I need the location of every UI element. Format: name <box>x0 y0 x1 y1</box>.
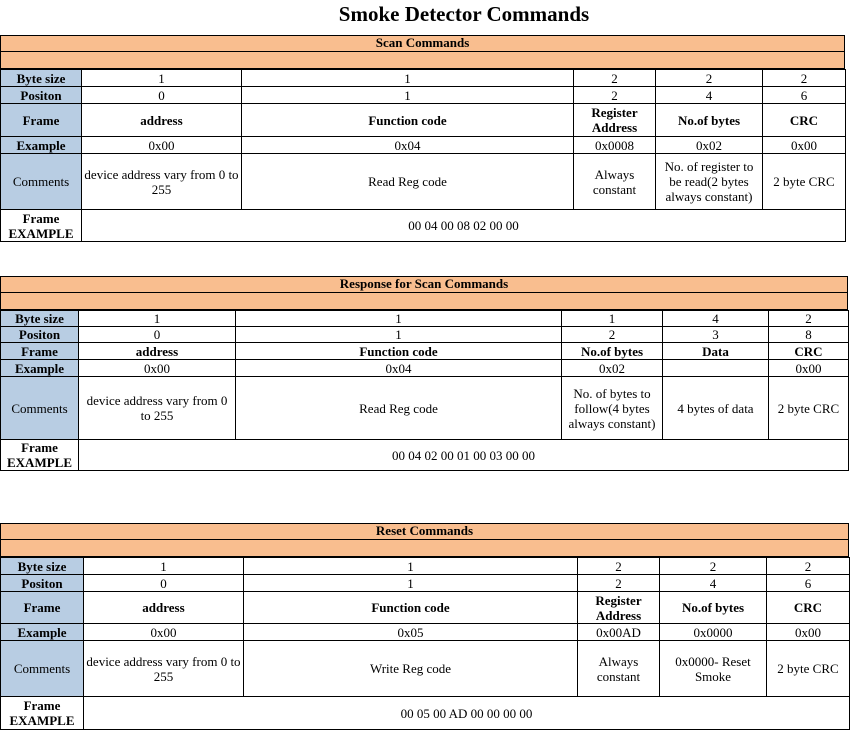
byte-size-row <box>1 70 846 87</box>
comments-cell: 2 byte CRC <box>769 377 849 440</box>
frame-cell: address <box>84 592 244 624</box>
position-cell: 1 <box>242 87 574 104</box>
frame-label: Frame <box>1 104 82 137</box>
example-cell: 0x00 <box>79 360 236 377</box>
frame-cell: Function code <box>236 343 562 360</box>
byte-size-cell: 1 <box>79 311 236 327</box>
byte-size-cell: 2 <box>660 558 767 575</box>
byte-size-cell: 2 <box>763 70 846 87</box>
byte-size-label: Byte size <box>1 70 82 87</box>
comments-row <box>1 154 846 210</box>
position-label: Positon <box>1 575 84 592</box>
frame-example-label <box>1 210 82 242</box>
comments-cell: Always constant <box>578 641 660 697</box>
byte-size-cell: 1 <box>244 558 578 575</box>
example-label: Example <box>1 360 79 377</box>
example-cell: 0x0008 <box>574 137 656 154</box>
example-cell: 0x02 <box>656 137 763 154</box>
comments-cell: Read Reg code <box>236 377 562 440</box>
position-cell: 8 <box>769 327 849 343</box>
example-row <box>1 624 850 641</box>
example-cell: 0x05 <box>244 624 578 641</box>
frame-example-label-line2: EXAMPLE <box>8 225 74 241</box>
comments-row <box>1 641 850 697</box>
comments-cell: Always constant <box>574 154 656 210</box>
scan-commands-title: Scan Commands <box>0 35 845 52</box>
position-cell: 2 <box>574 87 656 104</box>
byte-size-cell: 1 <box>242 70 574 87</box>
frame-example-label-line1: Frame <box>21 440 58 455</box>
frame-example-label-line1: Frame <box>23 698 61 713</box>
frame-label: Frame <box>1 592 84 624</box>
byte-size-label: Byte size <box>1 558 84 575</box>
frame-cell: address <box>79 343 236 360</box>
comments-row <box>1 377 849 440</box>
position-cell: 1 <box>236 327 562 343</box>
position-row <box>1 327 849 343</box>
example-cell: 0x02 <box>562 360 663 377</box>
position-cell: 2 <box>562 327 663 343</box>
reset-commands-section <box>0 523 849 730</box>
scan-commands-header-band <box>0 52 845 69</box>
position-label: Positon <box>1 327 79 343</box>
example-cell: 0x0000 <box>660 624 767 641</box>
position-cell: 0 <box>79 327 236 343</box>
reset-commands-title: Reset Commands <box>0 523 849 540</box>
frame-row <box>1 343 849 360</box>
byte-size-row <box>1 311 849 327</box>
example-cell: 0x00 <box>84 624 244 641</box>
example-cell: 0x00AD <box>578 624 660 641</box>
comments-cell: No. of bytes to follow(4 bytes always constant) <box>562 377 663 440</box>
position-cell: 2 <box>578 575 660 592</box>
frame-cell: Register Address <box>578 592 660 624</box>
comments-label: Comments <box>1 641 84 697</box>
frame-example-label <box>1 697 84 730</box>
frame-cell: Data <box>663 343 769 360</box>
frame-example-value: 00 04 02 00 01 00 03 00 00 <box>79 440 849 471</box>
position-row <box>1 575 850 592</box>
byte-size-cell: 1 <box>82 70 242 87</box>
response-commands-table <box>0 310 849 471</box>
position-cell: 6 <box>763 87 846 104</box>
frame-cell: CRC <box>769 343 849 360</box>
byte-size-cell: 4 <box>663 311 769 327</box>
example-row <box>1 360 849 377</box>
frame-cell: Register Address <box>574 104 656 137</box>
frame-example-label-line2: EXAMPLE <box>9 713 75 728</box>
byte-size-label: Byte size <box>1 311 79 327</box>
scan-commands-section <box>0 35 845 242</box>
frame-label: Frame <box>1 343 79 360</box>
frame-example-row <box>1 440 849 471</box>
frame-example-value: 00 05 00 AD 00 00 00 00 <box>84 697 850 730</box>
frame-example-label-line1: Frame <box>22 210 60 226</box>
position-cell: 0 <box>82 87 242 104</box>
example-cell: 0x00 <box>769 360 849 377</box>
byte-size-cell: 1 <box>236 311 562 327</box>
byte-size-cell: 2 <box>578 558 660 575</box>
frame-example-label-line2: EXAMPLE <box>7 455 72 470</box>
position-cell: 1 <box>244 575 578 592</box>
example-cell: 0x00 <box>767 624 850 641</box>
position-cell: 0 <box>84 575 244 592</box>
frame-cell: CRC <box>767 592 850 624</box>
example-cell: 0x04 <box>236 360 562 377</box>
comments-label: Comments <box>1 377 79 440</box>
comments-cell: 4 bytes of data <box>663 377 769 440</box>
comments-cell: 2 byte CRC <box>763 154 846 210</box>
response-commands-header-band <box>0 293 848 310</box>
frame-cell: No.of bytes <box>660 592 767 624</box>
comments-label: Comments <box>1 154 82 210</box>
example-cell: 0x00 <box>82 137 242 154</box>
comments-cell: device address vary from 0 to 255 <box>84 641 244 697</box>
frame-example-value: 00 04 00 08 02 00 00 <box>82 210 846 242</box>
frame-cell: No.of bytes <box>656 104 763 137</box>
comments-cell: Write Reg code <box>244 641 578 697</box>
comments-cell: No. of register to be read(2 bytes always constant) <box>656 154 763 210</box>
byte-size-cell: 2 <box>769 311 849 327</box>
example-row <box>1 137 846 154</box>
comments-cell: device address vary from 0 to 255 <box>79 377 236 440</box>
position-label: Positon <box>1 87 82 104</box>
byte-size-row <box>1 558 850 575</box>
scan-commands-table <box>0 69 846 242</box>
example-cell: 0x00 <box>763 137 846 154</box>
example-cell <box>663 360 769 377</box>
example-label: Example <box>1 624 84 641</box>
response-commands-title: Response for Scan Commands <box>0 276 848 293</box>
position-row <box>1 87 846 104</box>
frame-cell: Function code <box>244 592 578 624</box>
position-cell: 3 <box>663 327 769 343</box>
example-label: Example <box>1 137 82 154</box>
reset-commands-header-band <box>0 540 849 557</box>
frame-cell: No.of bytes <box>562 343 663 360</box>
comments-cell: 0x0000- Reset Smoke <box>660 641 767 697</box>
page-title: Smoke Detector Commands <box>338 2 590 26</box>
response-commands-section <box>0 276 848 471</box>
frame-example-label <box>1 440 79 471</box>
frame-row <box>1 104 846 137</box>
comments-cell: device address vary from 0 to 255 <box>82 154 242 210</box>
byte-size-cell: 2 <box>656 70 763 87</box>
frame-cell: Function code <box>242 104 574 137</box>
position-cell: 4 <box>660 575 767 592</box>
position-cell: 6 <box>767 575 850 592</box>
byte-size-cell: 1 <box>562 311 663 327</box>
frame-example-row <box>1 697 850 730</box>
byte-size-cell: 2 <box>574 70 656 87</box>
byte-size-cell: 2 <box>767 558 850 575</box>
byte-size-cell: 1 <box>84 558 244 575</box>
frame-cell: address <box>82 104 242 137</box>
reset-commands-table <box>0 557 850 730</box>
frame-example-row <box>1 210 846 242</box>
comments-cell: 2 byte CRC <box>767 641 850 697</box>
example-cell: 0x04 <box>242 137 574 154</box>
comments-cell: Read Reg code <box>242 154 574 210</box>
frame-cell: CRC <box>763 104 846 137</box>
position-cell: 4 <box>656 87 763 104</box>
frame-row <box>1 592 850 624</box>
